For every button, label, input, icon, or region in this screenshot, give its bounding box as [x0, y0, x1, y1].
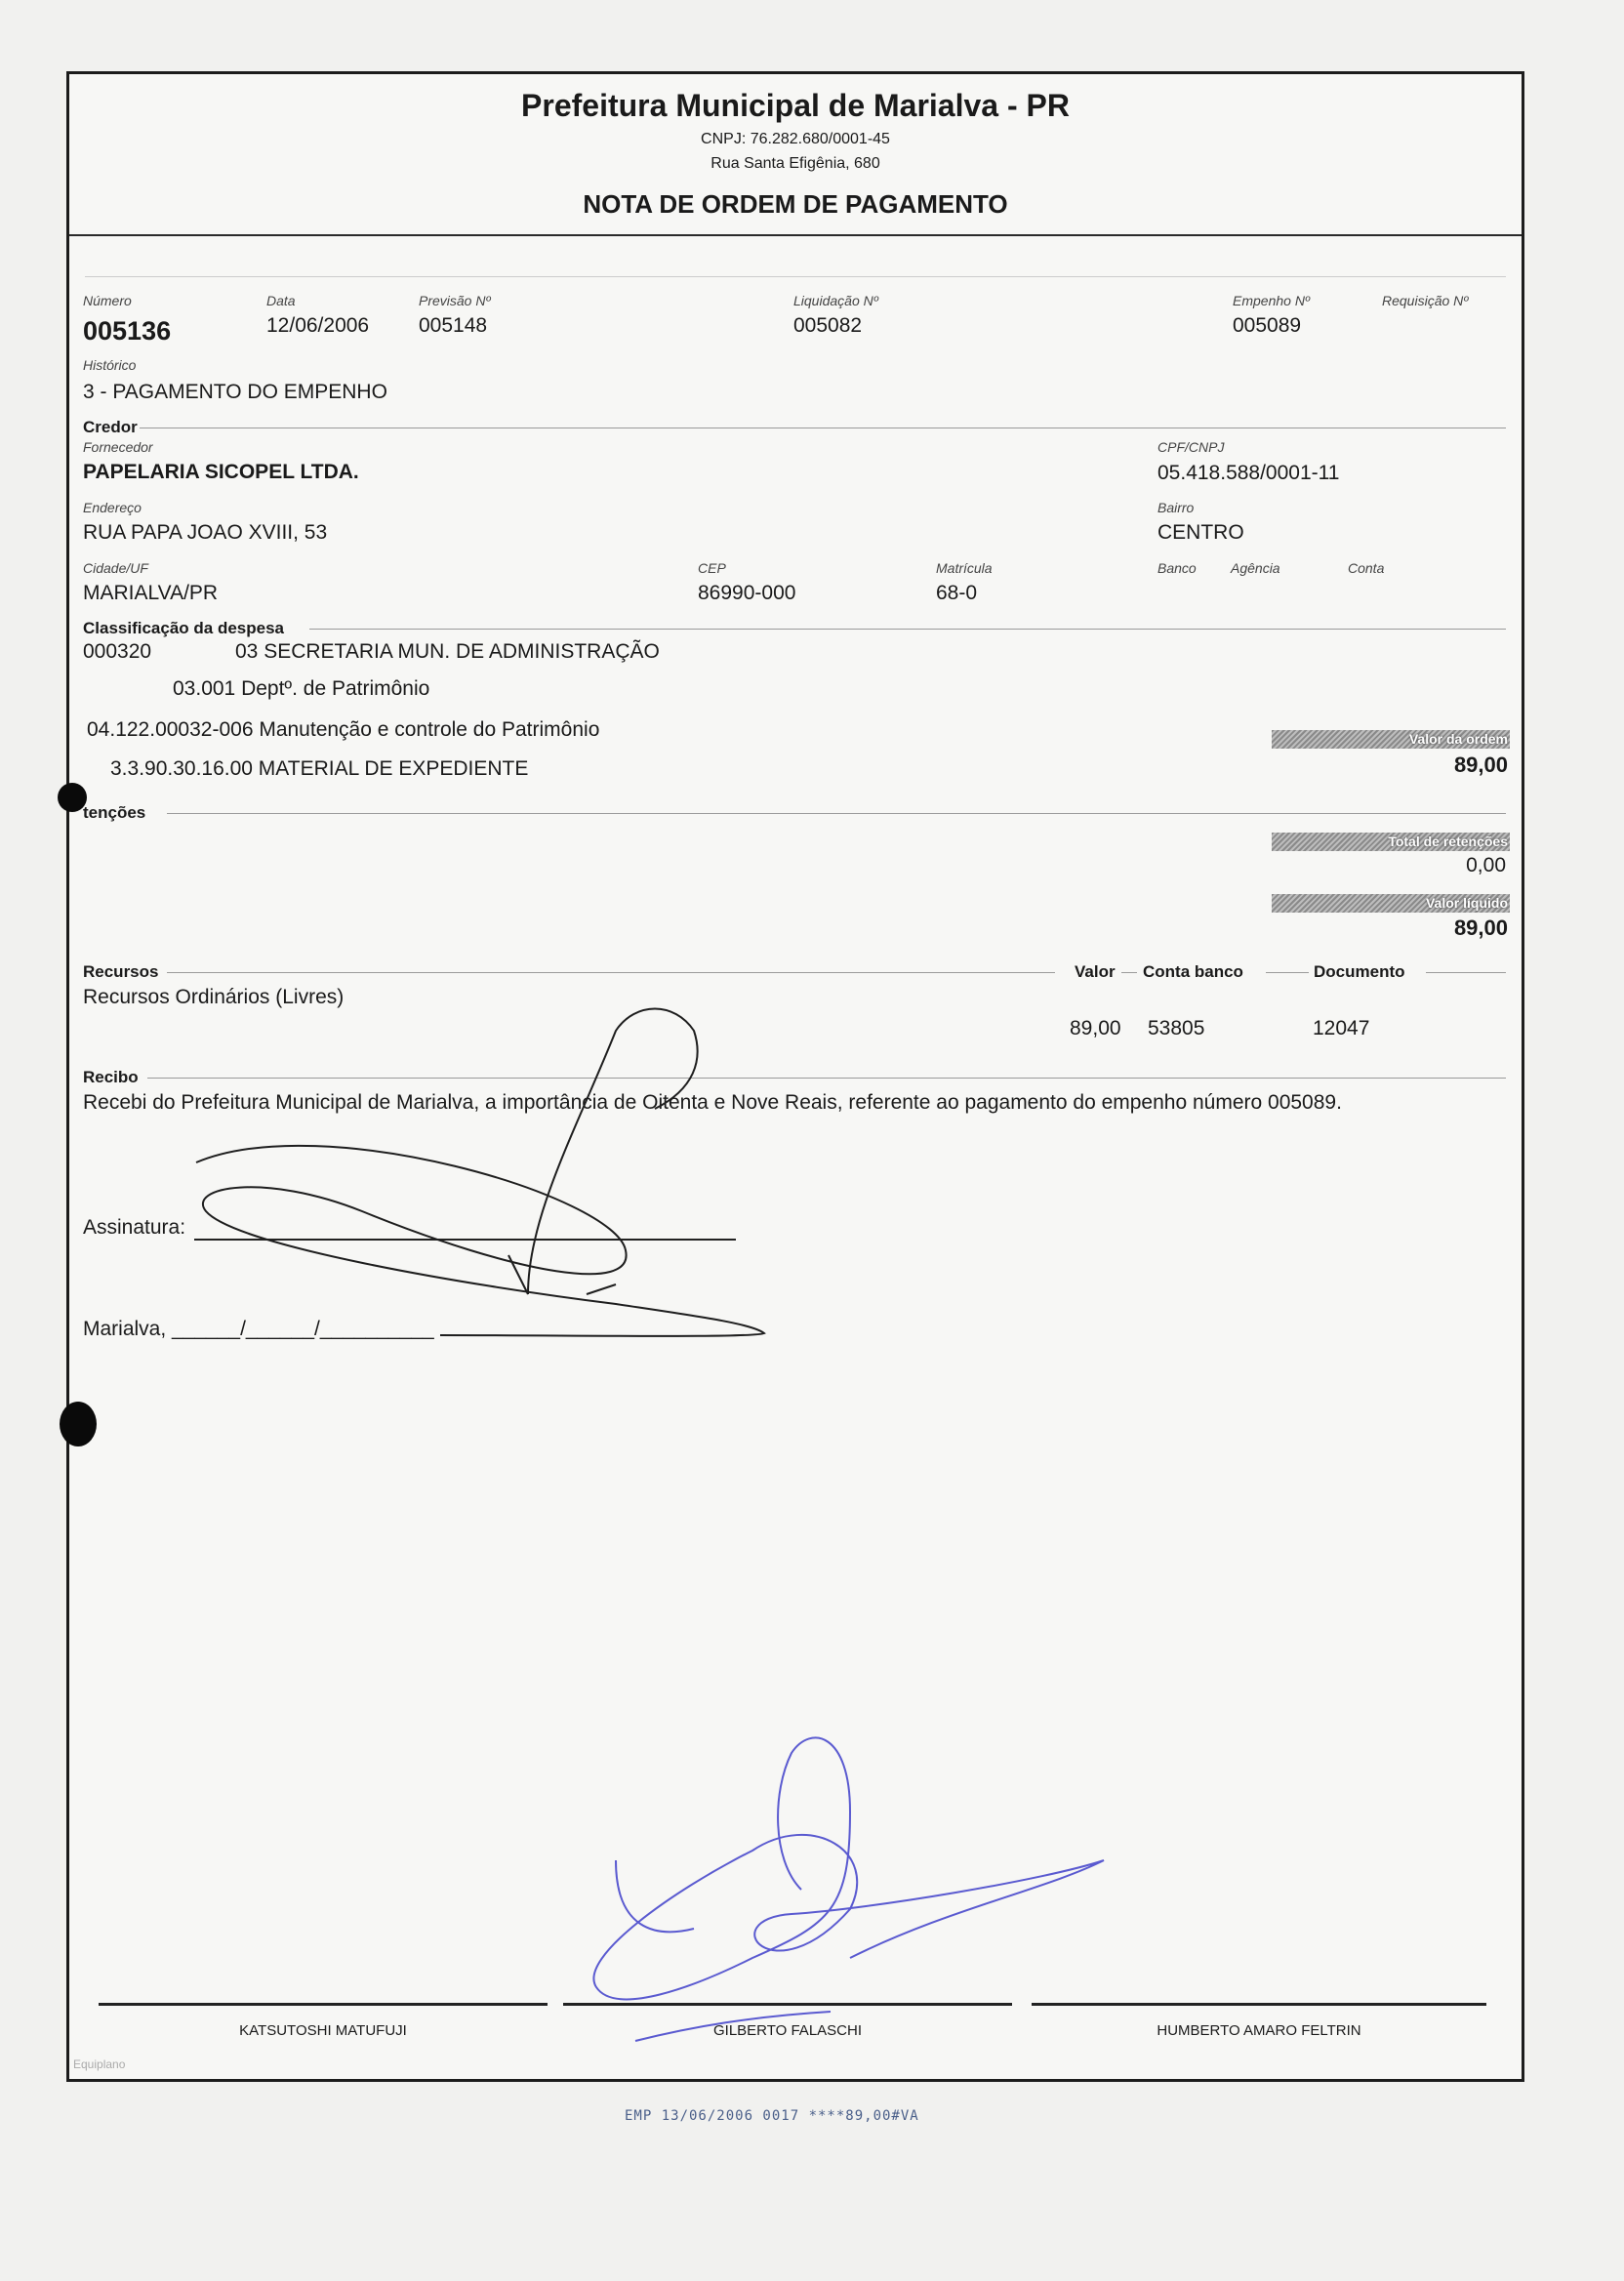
org-title: Prefeitura Municipal de Marialva - PR — [521, 88, 1070, 123]
classificacao-secretaria: 03 SECRETARIA MUN. DE ADMINISTRAÇÃO — [235, 640, 660, 663]
banco-label: Banco — [1157, 560, 1197, 576]
recibo-text: Recebi do Prefeitura Municipal de Marialva, a importância de Oitenta e Nove Reais, referente ao pagamento do empenho número 005089. — [83, 1091, 1342, 1114]
classificacao-depto: 03.001 Deptº. de Patrimônio — [173, 677, 430, 700]
retencoes-section-title: tenções — [83, 803, 146, 822]
endereco-label: Endereço — [83, 500, 142, 515]
total-retencoes-value: 0,00 — [1466, 854, 1506, 876]
payment-order-form — [66, 71, 1524, 2082]
recursos-documento: 12047 — [1313, 1017, 1370, 1039]
total-retencoes-header: Total de retenções — [1272, 833, 1510, 851]
cep-value: 86990-000 — [698, 582, 796, 604]
blue-signature — [593, 1737, 1104, 2041]
historico-label: Histórico — [83, 357, 137, 373]
conta-label: Conta — [1348, 560, 1385, 576]
bairro-label: Bairro — [1157, 500, 1195, 515]
recursos-valor-label: Valor — [1075, 962, 1116, 981]
endereco-value: RUA PAPA JOAO XVIII, 53 — [83, 521, 328, 544]
data-label: Data — [266, 293, 296, 308]
recursos-conta-label: Conta banco — [1143, 962, 1243, 981]
previsao-value: 005148 — [419, 314, 488, 337]
black-signature — [196, 1009, 764, 1336]
valor-ordem-header: Valor da ordem — [1272, 730, 1510, 749]
punch-hole-2 — [60, 1402, 97, 1446]
recursos-section-title: Recursos — [83, 962, 159, 981]
historico-value: 3 - PAGAMENTO DO EMPENHO — [83, 381, 387, 403]
bank-stamp: EMP 13/06/2006 0017 ****89,00#VA — [625, 2108, 919, 2124]
recursos-valor: 89,00 — [1070, 1017, 1121, 1039]
cidade-value: MARIALVA/PR — [83, 582, 219, 604]
recibo-section-title: Recibo — [83, 1068, 139, 1086]
empenho-label: Empenho Nº — [1233, 293, 1311, 308]
cidade-label: Cidade/UF — [83, 560, 148, 576]
recursos-descricao: Recursos Ordinários (Livres) — [83, 986, 345, 1008]
cep-label: CEP — [698, 560, 726, 576]
liquidacao-value: 005082 — [793, 314, 863, 337]
cpf-value: 05.418.588/0001-11 — [1157, 462, 1340, 484]
signatory-1: KATSUTOSHI MATUFUJI — [239, 2022, 407, 2039]
document-title: NOTA DE ORDEM DE PAGAMENTO — [583, 189, 1008, 219]
data-value: 12/06/2006 — [266, 314, 370, 337]
handwritten-signatures — [69, 74, 1527, 2085]
local-data: Marialva, ______/______/__________ — [83, 1318, 434, 1340]
classificacao-codigo: 000320 — [83, 640, 152, 663]
signatory-2: GILBERTO FALASCHI — [713, 2022, 862, 2039]
classificacao-programa: 04.122.00032-006 Manutenção e controle do Patrimônio — [87, 718, 600, 741]
valor-liquido-header: Valor líquido — [1272, 894, 1510, 913]
cpf-label: CPF/CNPJ — [1157, 439, 1225, 455]
valor-liquido-value: 89,00 — [1453, 916, 1508, 940]
recursos-documento-label: Documento — [1314, 962, 1405, 981]
assinatura-label: Assinatura: — [83, 1216, 186, 1239]
matricula-label: Matrícula — [936, 560, 993, 576]
signatory-3: HUMBERTO AMARO FELTRIN — [1157, 2022, 1361, 2039]
empenho-value: 005089 — [1233, 314, 1302, 337]
org-cnpj: CNPJ: 76.282.680/0001-45 — [701, 131, 890, 147]
requisicao-label: Requisição Nº — [1382, 293, 1469, 308]
valor-ordem-value: 89,00 — [1453, 753, 1508, 777]
org-address: Rua Santa Efigênia, 680 — [710, 155, 880, 172]
fornecedor-value: PAPELARIA SICOPEL LTDA. — [83, 461, 359, 483]
numero-value: 005136 — [83, 316, 172, 346]
software-footer: Equiplano — [73, 2057, 126, 2071]
recursos-conta: 53805 — [1148, 1017, 1205, 1039]
classificacao-elemento: 3.3.90.30.16.00 MATERIAL DE EXPEDIENTE — [110, 757, 529, 780]
liquidacao-label: Liquidação Nº — [793, 293, 878, 308]
fornecedor-label: Fornecedor — [83, 439, 153, 455]
agencia-label: Agência — [1231, 560, 1280, 576]
classificacao-section-title: Classificação da despesa — [83, 619, 285, 637]
punch-hole-1 — [58, 783, 87, 812]
matricula-value: 68-0 — [936, 582, 978, 604]
previsao-label: Previsão Nº — [419, 293, 491, 308]
credor-section-title: Credor — [83, 418, 138, 436]
numero-label: Número — [83, 293, 132, 308]
bairro-value: CENTRO — [1157, 521, 1244, 544]
